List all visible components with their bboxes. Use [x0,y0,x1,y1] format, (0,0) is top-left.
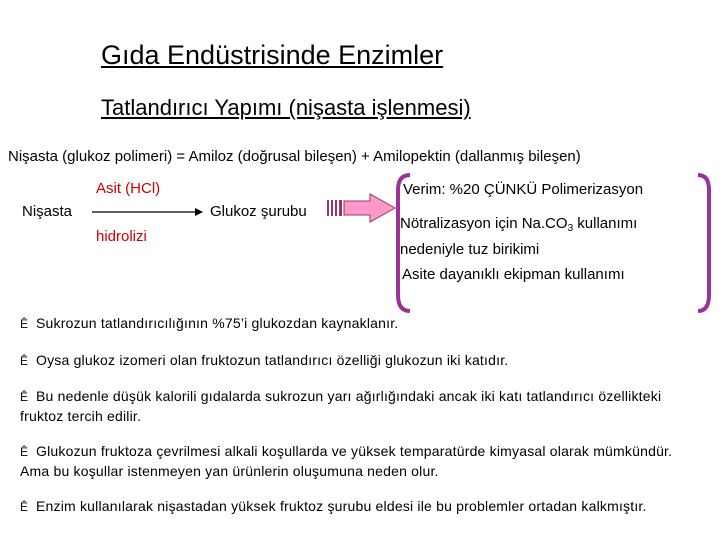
yield-note: Verim: %20 ÇÜNKÜ Polimerizasyon [403,181,644,198]
block-arrow-icon [327,194,395,222]
bullet-arrow-icon: Ê [20,317,29,331]
bullet-arrow-icon: Ê [20,445,29,459]
bullet-arrow-icon: Ê [20,390,29,404]
bullet-arrow-icon: Ê [20,354,29,368]
list-item: Ê Oysa glukoz izomeri olan fruktozun tatlandırıcı özelliği glukozun iki katıdır. [20,351,700,371]
reaction-substrate: Nişasta [22,203,73,220]
reaction-condition-bottom: hidrolizi [96,228,147,245]
bullet-arrow-icon: Ê [20,500,29,514]
starch-definition: Nişasta (glukoz polimeri) = Amiloz (doğrusal bileşen) + Amilopektin (dallanmış bileşen) [8,148,581,165]
page-subtitle: Tatlandırıcı Yapımı (nişasta işlenmesi) [101,95,471,120]
list-item: Ê Glukozun fruktoza çevrilmesi alkali koşullarda ve yüksek temparatürde kimyasal olarak mümkündür. Ama bu koşullar istenmeyen yan ürünlerin oluşumuna neden olur. [20,443,673,479]
list-item: Ê Bu nedenle düşük kalorili gıdalarda sukrozun yarı ağırlığındaki ancak iki katı tatlandırıcı özellikteki fruktoz tercih edilir. [20,388,662,424]
reaction-product: Glukoz şurubu [210,203,307,220]
reaction-condition-top: Asit (HCl) [96,180,161,197]
neutralization-note: Nötralizasyon için $Na.CO_3$ kullanımı nedeniyle tuz birikimi [400,215,638,258]
acid-equipment-note: Asite dayanıklı ekipman kullanımı [402,266,625,283]
page-title: Gıda Endüstrisinde Enzimler [101,40,444,70]
list-item: Ê Enzim kullanılarak nişastadan yüksek fruktoz şurubu eldesi ile bu problemler ortadan kalkmıştır. [20,497,700,517]
list-item: Ê Sukrozun tatlandırıcılığının %75’i glukozdan kaynaklanır. [20,314,700,334]
reaction-arrow-icon [92,208,203,216]
